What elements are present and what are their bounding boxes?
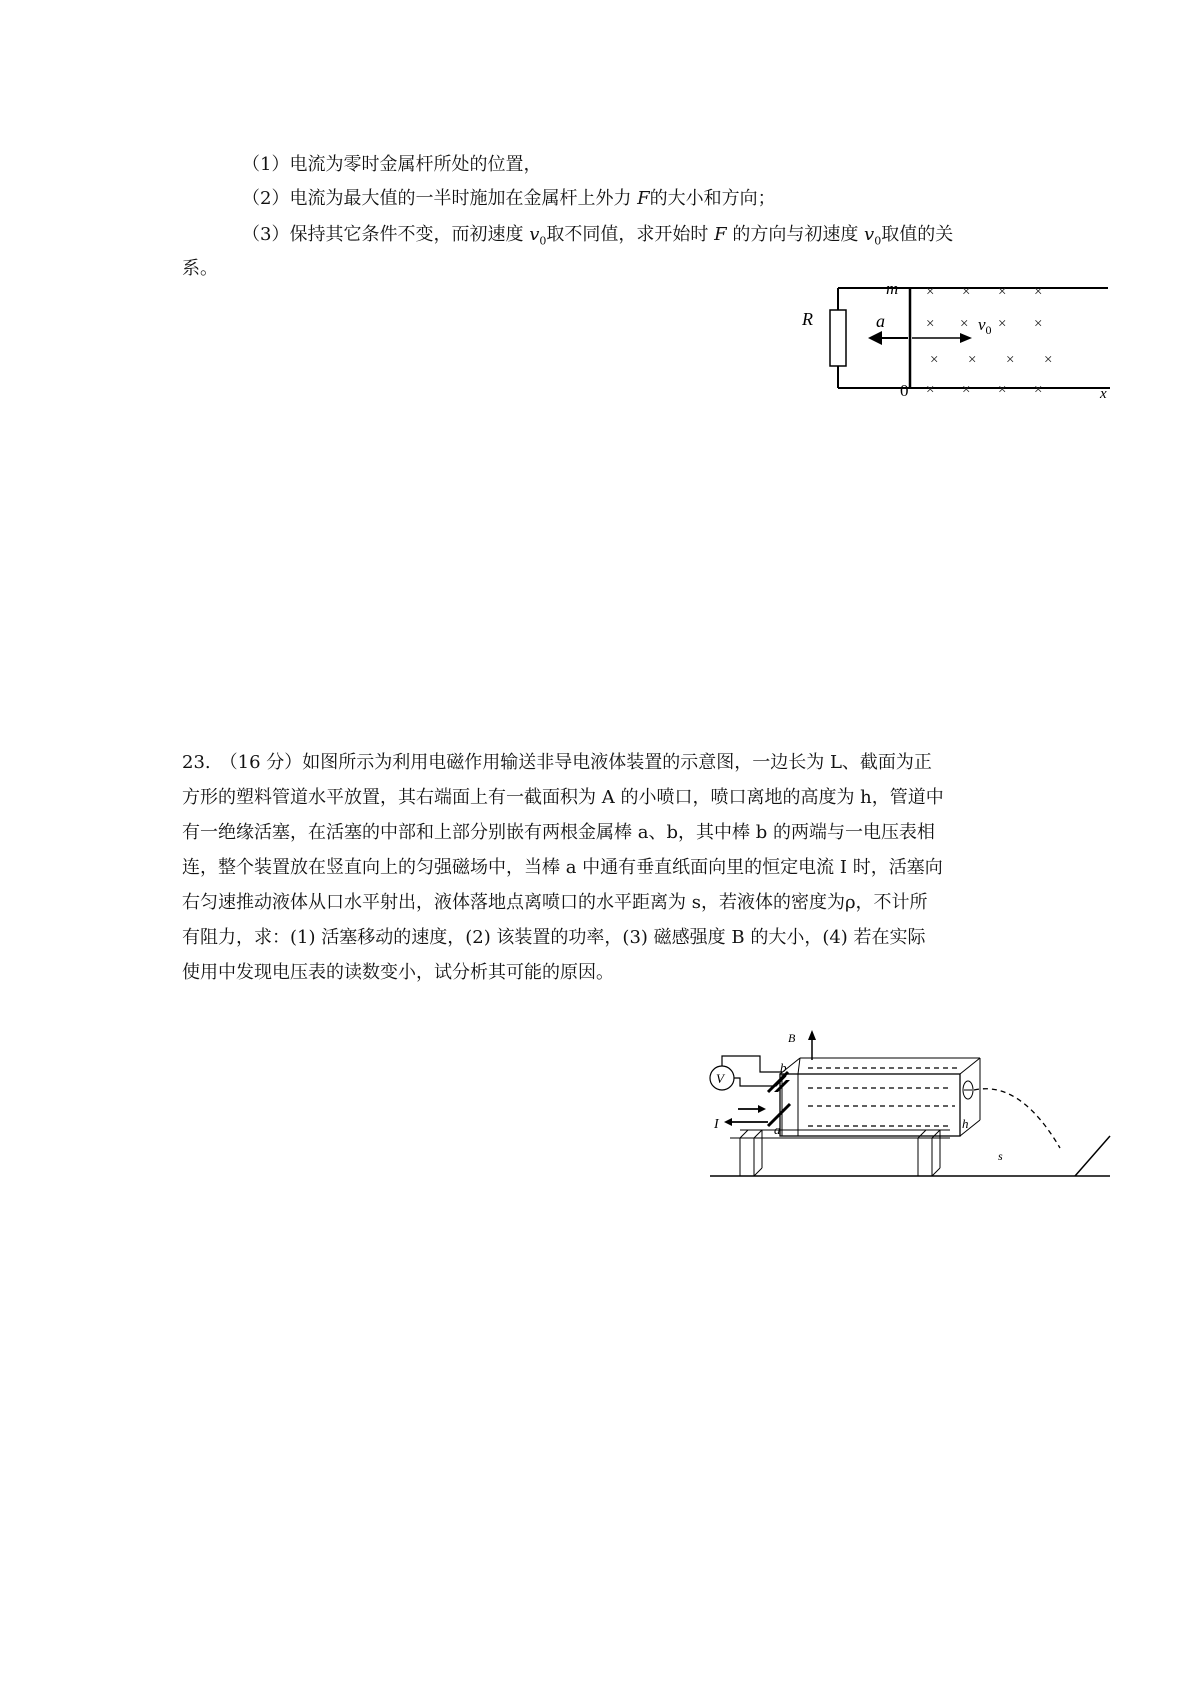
svg-text:×: × xyxy=(926,382,935,398)
velocity-arrow xyxy=(960,333,972,343)
label-v0: $v_0$ xyxy=(978,315,992,337)
liquid-trajectory xyxy=(974,1089,1060,1148)
acceleration-arrow xyxy=(868,331,882,345)
q22-item-2: （2）电流为最大值的一半时施加在金属杆上外力 F的大小和方向； xyxy=(242,188,776,209)
q23-line-1: 23. （16 分）如图所示为利用电磁作用输送非导电液体装置的示意图，一边长为 L、截面为正 xyxy=(182,752,932,773)
svg-text:×: × xyxy=(998,284,1007,300)
label-r: R xyxy=(802,309,813,329)
svg-text:×: × xyxy=(926,284,935,300)
label-i: I xyxy=(714,1117,719,1132)
label-b-rod: b xyxy=(780,1060,787,1075)
svg-text:×: × xyxy=(1034,382,1043,398)
svg-text:×: × xyxy=(1034,284,1043,300)
label-m: m xyxy=(886,280,899,298)
q22-item-1: （1）电流为零时金属杆所处的位置， xyxy=(242,154,542,175)
label-v: V xyxy=(716,1071,724,1086)
svg-text:×: × xyxy=(998,382,1007,398)
right-leg xyxy=(918,1138,932,1176)
svg-text:×: × xyxy=(926,316,935,332)
q23-line-6: 有阻力，求：(1) 活塞移动的速度，(2) 该装置的功率，(3) 磁感强度 B 的大小，(4) 若在实际 xyxy=(182,927,926,948)
svg-text:×: × xyxy=(998,316,1007,332)
q23-line-3: 有一绝缘活塞，在活塞的中部和上部分别嵌有两根金属棒 a、b，其中棒 b 的两端与一电压表相 xyxy=(182,822,935,843)
q23-line-7: 使用中发现电压表的读数变小，试分析其可能的原因。 xyxy=(182,962,614,983)
pipe-front xyxy=(780,1074,960,1136)
label-s: s xyxy=(998,1149,1003,1163)
q22-item-3-cont: 系。 xyxy=(182,258,218,279)
q22-item-3: （3）保持其它条件不变，而初速度 $v_0$取不同值，求开始时 F 的方向与初速度 $v_0$取值的关 xyxy=(242,224,954,248)
q23-line-5: 右匀速推动液体从口水平射出，液体落地点离喷口的水平距离为 s，若液体的密度为ρ，不计所 xyxy=(182,892,928,913)
label-a-rod: a xyxy=(774,1122,781,1137)
svg-text:×: × xyxy=(960,316,969,332)
label-origin: 0 xyxy=(900,381,909,400)
svg-text:×: × xyxy=(1034,316,1043,332)
pump-figure xyxy=(700,1030,1120,1190)
liquid-dashes xyxy=(808,1068,960,1126)
q23-line-2: 方形的塑料管道水平放置，其右端面上有一截面积为 A 的小喷口，喷口离地的高度为 h，管道中 xyxy=(182,787,944,808)
svg-text:×: × xyxy=(962,284,971,300)
label-a: a xyxy=(876,311,885,331)
current-arrow-left xyxy=(724,1118,732,1126)
b-field-arrow xyxy=(808,1030,816,1040)
svg-text:×: × xyxy=(1006,352,1015,368)
magnetic-field-crosses xyxy=(926,284,1052,398)
svg-text:×: × xyxy=(968,352,977,368)
rail-circuit-figure xyxy=(790,280,1110,420)
resistor-r xyxy=(830,310,846,366)
q23-line-4: 连，整个装置放在竖直向上的匀强磁场中，当棒 a 中通有垂直纸面向里的恒定电流 I 时，活塞向 xyxy=(182,857,943,878)
left-leg xyxy=(740,1138,754,1176)
label-h: h xyxy=(962,1116,969,1131)
label-x: x xyxy=(1100,386,1107,402)
svg-text:×: × xyxy=(962,382,971,398)
label-b-field: B xyxy=(788,1031,796,1045)
svg-text:×: × xyxy=(930,352,939,368)
current-arrow-right xyxy=(758,1105,766,1113)
svg-text:×: × xyxy=(1044,352,1053,368)
